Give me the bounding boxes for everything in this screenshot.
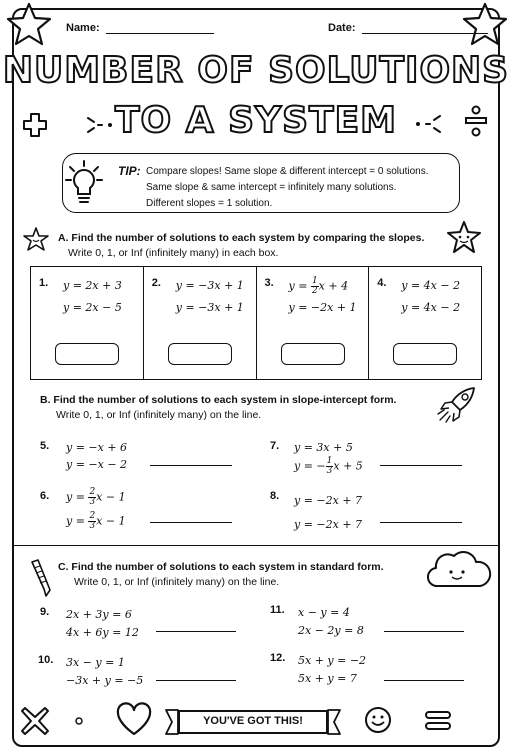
problem-8-answer-line[interactable]: [380, 522, 462, 523]
smiling-star-icon: [22, 226, 50, 252]
pencil-icon: [24, 558, 54, 598]
equation-1: y = 2x + 3: [63, 279, 122, 292]
problem-5-answer-line[interactable]: [150, 465, 232, 466]
problem-number: 2.: [151, 277, 161, 289]
problem-10-equation-1: 3x − y = 1: [66, 656, 125, 669]
section-c-instructions: [58, 560, 384, 590]
problem-9-equation-1: 2x + 3y = 6: [66, 608, 132, 621]
heart-icon: [116, 704, 152, 736]
problem-7-equation-1: y = 3x + 5: [294, 441, 353, 454]
problem-10-number: 10.: [38, 654, 54, 666]
equation-2: y = −3x + 1: [175, 301, 244, 314]
problem-8-equation-2: y = −2x + 7: [294, 518, 363, 531]
divide-icon: [464, 104, 488, 138]
problem-5-number: 5.: [40, 440, 50, 452]
problem-1: [31, 267, 144, 379]
lightbulb-icon: [64, 158, 104, 208]
name-field[interactable]: [66, 22, 214, 34]
tip-line-2: Same slope & same intercept = infinitely many solutions.: [146, 182, 397, 193]
problem-number: 4.: [377, 277, 387, 289]
problem-12-number: 12.: [270, 652, 286, 664]
section-c-heading: C. Find the number of solutions to each system in standard form.: [58, 561, 384, 573]
problem-11-equation-1: x − y = 4: [298, 606, 350, 619]
section-c-subheading: Write 0, 1, or Inf (infinitely many) on the line.: [74, 576, 280, 588]
equation-1: y = $\frac{1}{2}$ x + 4: [288, 276, 349, 296]
equals-icon: [424, 710, 452, 732]
star-icon: [4, 0, 54, 50]
answer-box[interactable]: [393, 343, 457, 365]
problem-6-answer-line[interactable]: [150, 522, 232, 523]
equation-2: y = 4x − 2: [401, 301, 461, 314]
problem-number: 3.: [264, 277, 274, 289]
date-field[interactable]: [328, 22, 488, 34]
problem-number: 1.: [39, 277, 49, 289]
problem-6-equation-2: y = $\frac{2}{3}$ x − 1: [66, 511, 126, 531]
answer-box[interactable]: [168, 343, 232, 365]
cloud-icon: [424, 548, 490, 592]
problem-9-number: 9.: [40, 606, 50, 618]
problem-9-answer-line[interactable]: [156, 631, 236, 632]
problem-8-equation-1: y = −2x + 7: [294, 494, 363, 507]
equation-2: y = −2x + 1: [288, 301, 357, 314]
problem-7-answer-line[interactable]: [380, 465, 462, 466]
rocket-icon: [430, 384, 480, 428]
equation-2: y = 2x − 5: [63, 301, 122, 314]
problem-12-answer-line[interactable]: [384, 680, 464, 681]
tip-line-3: Different slopes = 1 solution.: [146, 198, 273, 209]
sparkle-icon: [86, 112, 116, 138]
tip-label: TIP:: [118, 164, 141, 178]
page-title-line2: TO A SYSTEM: [115, 100, 397, 141]
section-divider: [14, 545, 498, 546]
problem-5-equation-2: y = −x − 2: [66, 458, 128, 471]
section-a-heading: A. Find the number of solutions to each system by comparing the slopes.: [58, 232, 425, 244]
section-b-heading: B. Find the number of solutions to each system in slope-intercept form.: [40, 394, 397, 406]
section-a-instructions: [58, 231, 424, 261]
problem-7-number: 7.: [270, 440, 280, 452]
problem-12-equation-2: 5x + y = 7: [298, 672, 357, 685]
problem-8-number: 8.: [270, 490, 280, 502]
problem-10-answer-line[interactable]: [156, 680, 236, 681]
problem-4: [369, 267, 481, 379]
section-b-subheading: Write 0, 1, or Inf (infinitely many) on the line.: [56, 409, 262, 421]
dot-icon: [74, 716, 84, 726]
date-label: Date:: [328, 22, 356, 34]
problem-10-equation-2: −3x + y = −5: [66, 674, 144, 687]
section-b-instructions: [40, 393, 396, 423]
answer-box[interactable]: [281, 343, 345, 365]
section-a-problem-grid: [30, 266, 482, 380]
tip-line-1: Compare slopes! Same slope & different intercept = 0 solutions.: [146, 166, 429, 177]
problem-11-equation-2: 2x − 2y = 8: [298, 624, 364, 637]
sparkle-icon: [412, 110, 442, 138]
problem-9-equation-2: 4x + 6y = 12: [66, 626, 139, 639]
problem-7-equation-2: y = − $\frac{1}{3}$ x + 5: [294, 456, 363, 476]
problem-2: [144, 267, 257, 379]
problem-12-equation-1: 5x + y = −2: [298, 654, 367, 667]
equation-1: y = 4x − 2: [401, 279, 461, 292]
name-label: Name:: [66, 22, 100, 34]
problem-5-equation-1: y = −x + 6: [66, 441, 128, 454]
page-title-line1: NUMBER OF SOLUTIONS: [2, 50, 510, 91]
problem-11-answer-line[interactable]: [384, 631, 464, 632]
answer-box[interactable]: [55, 343, 119, 365]
encouragement-text: YOU'VE GOT THIS!: [203, 715, 303, 727]
equation-1: y = −3x + 1: [175, 279, 244, 292]
problem-6-number: 6.: [40, 490, 50, 502]
problem-6-equation-1: y = $\frac{2}{3}$ x − 1: [66, 487, 126, 507]
problem-11-number: 11.: [270, 604, 285, 616]
x-mark-icon: [20, 706, 50, 736]
section-a-subheading: Write 0, 1, or Inf (infinitely many) in each box.: [68, 247, 279, 259]
problem-3: [257, 267, 370, 379]
smiling-star-icon: [446, 220, 482, 254]
plus-icon: [22, 112, 48, 138]
smiley-face-icon: [364, 706, 392, 734]
